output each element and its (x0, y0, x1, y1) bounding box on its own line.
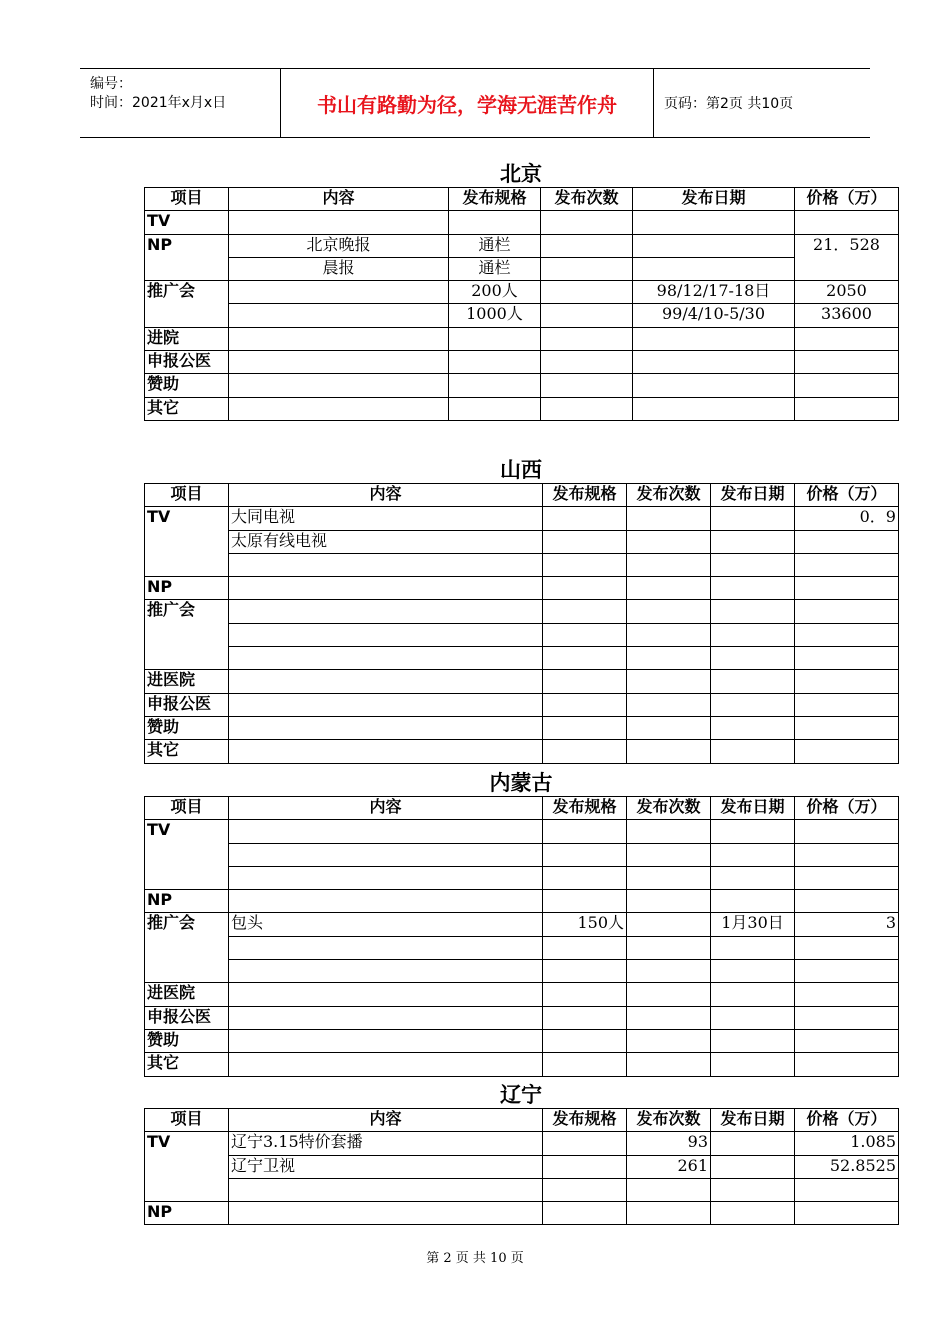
table-row (145, 211, 899, 234)
col-spec: 发布规格 (543, 797, 627, 820)
row-label-hospital: 进医院 (145, 983, 229, 1006)
cell-date: 98/12/17-18日 (633, 281, 795, 304)
table-row (145, 820, 899, 843)
cell-count: 93 (627, 1132, 711, 1155)
table-row (145, 1053, 899, 1076)
table-row (145, 623, 899, 646)
row-label-np: NP (145, 577, 229, 600)
row-label-tv: TV (145, 1132, 229, 1202)
col-date: 发布日期 (711, 484, 795, 507)
row-label-hospital: 进院 (145, 327, 229, 350)
table-row (145, 647, 899, 670)
col-item: 项目 (145, 188, 229, 211)
table-row (145, 281, 899, 304)
table-row (145, 1155, 899, 1178)
cell-date: 1月30日 (711, 913, 795, 936)
col-spec: 发布规格 (543, 484, 627, 507)
col-content: 内容 (229, 797, 543, 820)
col-item: 项目 (145, 797, 229, 820)
row-label-other: 其它 (145, 397, 229, 420)
row-label-report: 申报公医 (145, 351, 229, 374)
table-header-row (145, 797, 899, 820)
cell-spec: 通栏 (449, 257, 541, 280)
time-label: 时间：2021年x月x日 (90, 95, 227, 111)
table-row (145, 693, 899, 716)
table-header-row (145, 484, 899, 507)
col-date: 发布日期 (633, 188, 795, 211)
row-label-report: 申报公医 (145, 1006, 229, 1029)
table-row (145, 1202, 899, 1225)
row-label-promo: 推广会 (145, 281, 229, 328)
page-footer: 第 2 页 共 10 页 (426, 1251, 524, 1266)
table-row (145, 866, 899, 889)
col-content: 内容 (229, 188, 449, 211)
table-row (145, 327, 899, 350)
table-row (145, 843, 899, 866)
row-label-sponsor: 赞助 (145, 374, 229, 397)
header-page-info: 页码：第2页 共10页 (664, 96, 794, 112)
cell-price: 21．528 (795, 234, 899, 281)
row-label-promo: 推广会 (145, 600, 229, 670)
table-header-row (145, 188, 899, 211)
row-label-report: 申报公医 (145, 693, 229, 716)
cell-spec: 150人 (543, 913, 627, 936)
col-count: 发布次数 (541, 188, 633, 211)
col-count: 发布次数 (627, 797, 711, 820)
header-motto: 书山有路勤为径，学海无涯苦作舟 (281, 69, 654, 137)
table-row (145, 397, 899, 420)
cell-price: 3 (795, 913, 899, 936)
table-row (145, 716, 899, 739)
row-label-np: NP (145, 234, 229, 281)
col-item: 项目 (145, 1109, 229, 1132)
section-title-shanxi: 山西 (500, 458, 542, 482)
table-beijing (144, 187, 899, 421)
table-row (145, 553, 899, 576)
table-row (145, 936, 899, 959)
col-price: 价格（万） (795, 1109, 899, 1132)
table-liaoning (144, 1108, 899, 1225)
table-row (145, 890, 899, 913)
code-label: 编号： (90, 76, 132, 92)
cell-content: 大同电视 (229, 507, 543, 530)
col-price: 价格（万） (795, 797, 899, 820)
col-date: 发布日期 (711, 797, 795, 820)
cell-spec: 通栏 (449, 234, 541, 257)
col-item: 项目 (145, 484, 229, 507)
col-count: 发布次数 (627, 1109, 711, 1132)
table-row (145, 740, 899, 763)
col-price: 价格（万） (795, 188, 899, 211)
table-row (145, 960, 899, 983)
col-date: 发布日期 (711, 1109, 795, 1132)
table-shanxi (144, 483, 899, 764)
table-row (145, 304, 899, 327)
row-label-np: NP (145, 1202, 229, 1225)
header-meta (80, 69, 281, 137)
row-label-np: NP (145, 890, 229, 913)
table-row (145, 351, 899, 374)
col-spec: 发布规格 (543, 1109, 627, 1132)
table-row (145, 1178, 899, 1201)
row-label-hospital: 进医院 (145, 670, 229, 693)
section-title-liaoning: 辽宁 (500, 1083, 542, 1107)
col-count: 发布次数 (627, 484, 711, 507)
row-label-other: 其它 (145, 1053, 229, 1076)
cell-price: 2050 (795, 281, 899, 304)
cell-spec: 200人 (449, 281, 541, 304)
col-content: 内容 (229, 1109, 543, 1132)
section-title-neimenggu: 内蒙古 (489, 771, 553, 795)
cell-content: 北京晚报 (229, 234, 449, 257)
table-row (145, 257, 899, 280)
col-spec: 发布规格 (449, 188, 541, 211)
cell-price: 52.8525 (795, 1155, 899, 1178)
table-row (145, 530, 899, 553)
row-label-other: 其它 (145, 740, 229, 763)
cell-spec: 1000人 (449, 304, 541, 327)
cell-price: 0．9 (795, 507, 899, 530)
table-header-row (145, 1109, 899, 1132)
row-label-promo: 推广会 (145, 913, 229, 983)
cell-content: 辽宁卫视 (229, 1155, 543, 1178)
page-header (80, 68, 870, 138)
table-row (145, 983, 899, 1006)
table-row (145, 507, 899, 530)
cell-price: 33600 (795, 304, 899, 327)
col-content: 内容 (229, 484, 543, 507)
table-row (145, 1029, 899, 1052)
row-label-tv: TV (145, 820, 229, 890)
row-label-sponsor: 赞助 (145, 716, 229, 739)
table-row (145, 1132, 899, 1155)
cell-count: 261 (627, 1155, 711, 1178)
table-row (145, 670, 899, 693)
cell-content: 太原有线电视 (229, 530, 543, 553)
table-row (145, 374, 899, 397)
cell-price: 1.085 (795, 1132, 899, 1155)
table-row (145, 913, 899, 936)
cell-content: 晨报 (229, 257, 449, 280)
table-neimenggu (144, 796, 899, 1077)
table-row (145, 234, 899, 257)
col-price: 价格（万） (795, 484, 899, 507)
cell-content: 辽宁3.15特价套播 (229, 1132, 543, 1155)
table-row (145, 577, 899, 600)
cell-date: 99/4/10-5/30 (633, 304, 795, 327)
row-label-sponsor: 赞助 (145, 1029, 229, 1052)
table-row (145, 600, 899, 623)
section-title-beijing: 北京 (500, 162, 542, 186)
cell-content: 包头 (229, 913, 543, 936)
row-label-tv: TV (145, 507, 229, 577)
row-label-tv: TV (145, 211, 229, 234)
table-row (145, 1006, 899, 1029)
